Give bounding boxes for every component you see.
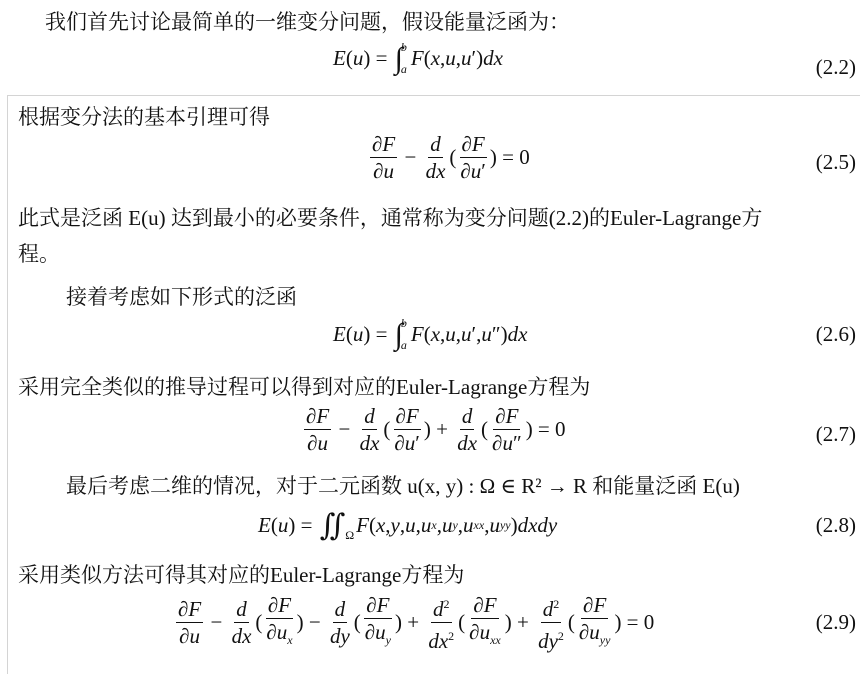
paragraph-next-functional: 接着考虑如下形式的泛函 [66,285,297,309]
equation-2-6: E ( u ) = ∫ a b F ( x , u , u ′, u ″) dx [333,316,528,352]
equation-2-7: $\frac{\partial F}{\partial u}$ − $\frac{d}{dx}$ ( $\frac{\partial F}{\partial u'}$ ) + $\frac{d}{dx}$ ( $\frac{\partial F}{\partial u''}$ ) = 0 [306,404,566,455]
top-section [0,0,866,92]
intro-paragraph: 我们首先讨论最简单的一维变分问题，假设能量泛函为： [45,10,570,34]
equation-number-2-9: (2.9) [815,610,856,634]
equation-number-2-7: (2.7) [815,422,856,446]
equation-2-9: $\frac{\partial F}{\partial u}$ − $\frac{d}{dx}$ ( $\frac{\partial F}{\partial u_x}$ ) − $\frac{d}{dy}$ ( $\frac{\partial F}{\partial u_y}$ ) + $\frac{d^2}{dx^2}$ ( $\frac{\partial F}{\partial u_{xx}}$ ) + $\frac{d^2}{dy^2}$ ( $\frac{\partial F}{\partial u_{yy}}$ ) = 0 [178,592,655,653]
equation-2-8: E ( u ) = ∬ $_\Omega$ F ( x , y , u , u x , u y , u xx , u yy ) dxdy [258,508,558,542]
equation-number-2-5: (2.5) [815,150,856,174]
equation-number-2-2: (2.2) [815,55,856,79]
paragraph-lemma: 根据变分法的基本引理可得 [18,105,270,129]
equation-number-2-6: (2.6) [815,322,856,346]
paragraph-2d-case: 最后考虑二维的情况，对于二元函数 u(x, y) : Ω ∈ R² → R 和能量泛函 E(u) [66,474,740,498]
paragraph-condition-line1: 此式是泛函 E(u) 达到最小的必要条件，通常称为变分问题(2.2)的Euler-Lagrange方 [18,206,763,230]
paragraph-similar-derivation: 采用完全类似的推导过程可以得到对应的Euler-Lagrange方程为 [18,375,591,399]
equation-number-2-8: (2.8) [815,513,856,537]
equation-2-2: E ( u ) = ∫ a b F ( x , u , u ′) dx [333,40,503,76]
equation-2-5: $\frac{\partial F}{\partial u}$ − $\frac{d}{dx}$ ( $\frac{\partial F}{\partial u'}$ ) = 0 [372,132,530,183]
paragraph-2d-euler-lagrange: 采用类似方法可得其对应的Euler-Lagrange方程为 [18,563,465,587]
paragraph-condition-line2: 程。 [18,242,60,266]
